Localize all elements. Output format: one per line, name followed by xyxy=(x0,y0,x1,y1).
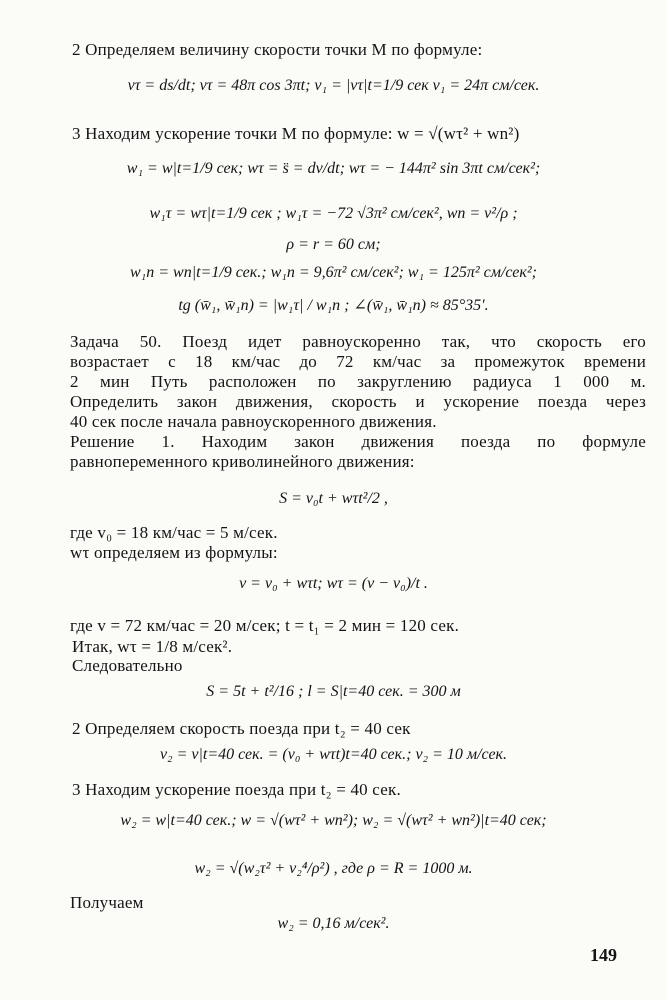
text-w-tau-from: wτ определяем из формулы: xyxy=(70,543,278,562)
step-2-velocity-heading: 2 Определяем величину скорости точки M по формуле: xyxy=(72,40,483,59)
step-2-train-velocity: 2 Определяем скорость поезда при t₂ = 40 сек xyxy=(72,719,411,738)
formula-velocity-linear: v = v₀ + wτt; wτ = (v − v₀)/t . xyxy=(239,575,428,592)
text-where-v: где v = 72 км/час = 20 м/сек; t = t₁ = 2 мин = 120 сек. xyxy=(70,616,460,635)
problem-50-line-5: 40 сек после начала равноускоренного движения. xyxy=(70,412,437,431)
text-we-get: Получаем xyxy=(70,893,144,912)
problem-50-line-3: 2 мин Путь расположен по закруглению радиуса 1 000 м. xyxy=(70,372,646,391)
formula-w2-general: w₂ = w|t=40 сек.; w = √(wτ² + wn²); w₂ = √(wτ² + wn²)|t=40 сек; xyxy=(120,812,547,829)
formula-normal-acceleration: w₁n = wn|t=1/9 сек.; w₁n = 9,6π² см/сек²; w₁ = 125π² см/сек²; xyxy=(130,264,537,281)
formula-tangential-acceleration: w₁ = w|t=1/9 сек; wτ = s̈ = dv/dt; wτ = − 144π² sin 3πt см/сек²; xyxy=(126,160,541,177)
step-3-train-acceleration: 3 Находим ускорение поезда при t₂ = 40 сек. xyxy=(72,780,401,799)
formula-w2-result: w₂ = 0,16 м/сек². xyxy=(277,915,390,932)
step-3-acceleration-heading: 3 Находим ускорение точки M по формуле: w = √(wτ² + wn²) xyxy=(72,124,520,143)
problem-50-line-4: Определить закон движения, скорость и ускорение поезда через xyxy=(70,392,646,411)
formula-w2-expanded: w₂ = √(w₂τ² + v₂⁴/ρ²) , где ρ = R = 1000 м. xyxy=(194,860,473,877)
formula-law-of-motion: S = v₀t + wτt²/2 , xyxy=(279,490,388,507)
solution-line-1: Решение 1. Находим закон движения поезда по формуле xyxy=(70,432,646,451)
formula-angle: tg (w̄₁, w̄₁n) = |w₁τ| / w₁n ; ∠(w̄₁, w̄₁n) ≈ 85°35′. xyxy=(178,297,489,314)
text-so-w-tau: Итак, wτ = 1/8 м/сек². xyxy=(72,637,233,656)
formula-s-result: S = 5t + t²/16 ; l = S|t=40 сек. = 300 м xyxy=(206,683,461,700)
formula-w1-tau: w₁τ = wτ|t=1/9 сек ; w₁τ = −72 √3π² см/сек², wn = v²/ρ ; xyxy=(149,205,518,222)
text-consequently: Следовательно xyxy=(72,656,183,675)
formula-v2: v₂ = v|t=40 сек. = (v₀ + wτt)t=40 сек.; v₂ = 10 м/сек. xyxy=(159,746,508,763)
problem-50-line-2: возрастает с 18 км/час до 72 км/час за промежуток времени xyxy=(70,352,646,371)
formula-radius: ρ = r = 60 см; xyxy=(286,236,381,253)
solution-line-2: равнопеременного криволинейного движения: xyxy=(70,452,415,471)
page-number: 149 xyxy=(590,945,617,965)
formula-velocity: vτ = ds/dt; vτ = 48π cos 3πt; v₁ = |vτ|t=1/9 сек v₁ = 24π см/сек. xyxy=(127,77,540,94)
text-where-v0: где v₀ = 18 км/час = 5 м/сек. xyxy=(70,523,278,542)
problem-50-line-1: Задача 50. Поезд идет равноускоренно так, что скорость его xyxy=(70,332,646,351)
